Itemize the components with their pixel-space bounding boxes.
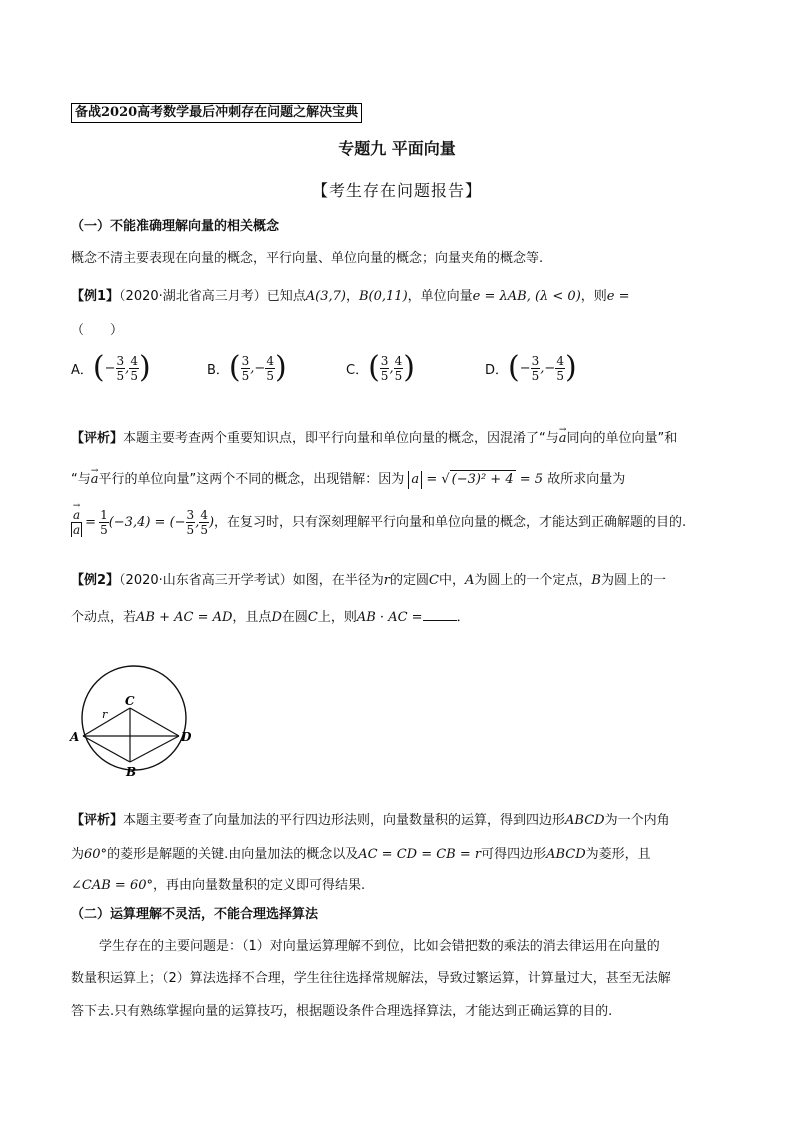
angle-cab: ∠CAB = 60° bbox=[71, 878, 153, 893]
left-paren: ( bbox=[92, 350, 105, 385]
example2-text2e: ． bbox=[456, 610, 470, 625]
analysis1-line1 bbox=[71, 430, 677, 448]
section2-para-line2: 数量积运算上；（2）算法选择不合理，学生往往选择常规解法，导致过繁运算，计算量过大，甚至无法解 bbox=[71, 971, 671, 986]
analysis2-text1b: 为一个内角 bbox=[604, 813, 670, 828]
analysis1-line3: → $\frac{a}{a}$ = $\frac{1}{5}$ (−3,4) = (− $\frac{3}{5}$ , $\frac{4}{5}$ ) ，在复习时，只有深刻理解平行向量和单位向量的概念，才能达到正确解题的目的. bbox=[71, 508, 686, 537]
point-b: B bbox=[591, 573, 601, 588]
frac-x: $\frac{3}{5}$ bbox=[241, 353, 250, 383]
analysis1-text1b: 同向的单位向量”和 bbox=[566, 431, 678, 446]
section1-heading: （一）不能准确理解向量的相关概念 bbox=[71, 219, 280, 234]
analysis2-text2a: 为 bbox=[71, 847, 85, 862]
option-label: D． bbox=[485, 362, 509, 378]
section1-intro: 概念不清主要表现在向量的概念，平行向量、单位向量的概念；向量夹角的概念等. bbox=[71, 251, 544, 266]
sqrt-expression: (−3)² + 4 bbox=[451, 472, 514, 487]
frac-4-5: $\frac{4}{5}$ bbox=[200, 508, 208, 537]
point-d: D bbox=[271, 610, 282, 625]
example2-text2a: 个动点，若 bbox=[71, 610, 137, 625]
label-r: r bbox=[102, 708, 108, 721]
option-label: A． bbox=[71, 362, 93, 378]
example1-source: （2020·湖北省高三月考）已知点 bbox=[119, 289, 306, 304]
frac-a-over-abs-a: → $\frac{a}{a}$ bbox=[71, 508, 82, 537]
frac-y: $\frac{4}{5}$ bbox=[266, 353, 274, 383]
example1-text2: ，单位向量 bbox=[407, 289, 473, 304]
analysis2-line2 bbox=[71, 846, 651, 864]
right-paren: ) bbox=[274, 350, 287, 385]
analysis1-text1: 本题主要考查两个重要知识点，即平行向量和单位向量的概念，因混淆了“与 bbox=[123, 431, 559, 446]
vec-34: (−3,4) = (− bbox=[108, 514, 186, 530]
vector-sum: AB + AC = AD bbox=[136, 610, 233, 625]
analysis1-text2c: 故所求向量为 bbox=[547, 472, 626, 487]
frac-y: $\frac{4}{5}$ bbox=[394, 353, 403, 383]
section2-para-line3: 答下去.只有熟练掌握向量的运算技巧，根据题设条件合理选择算法，才能达到正确运算的目的. bbox=[71, 1004, 613, 1019]
angle-60: 60° bbox=[84, 847, 108, 862]
option-d[interactable]: D． ( − $\frac{3}{5}$ , − $\frac{4}{5}$ ) bbox=[485, 350, 577, 385]
example2-text1: （2020·山东省高三开学考试）如图，在半径为 bbox=[119, 573, 384, 588]
example1-pointB: B(0,11) bbox=[359, 289, 408, 304]
sign1: − bbox=[519, 360, 531, 376]
analysis2-line1 bbox=[71, 812, 670, 830]
vector-a-1: → a bbox=[559, 430, 567, 448]
frac-x: $\frac{3}{5}$ bbox=[380, 353, 389, 383]
answer-blank bbox=[423, 608, 457, 621]
example1-vec-eq: e = λAB, (λ < 0) bbox=[472, 289, 581, 304]
label-B: B bbox=[126, 765, 137, 779]
left-paren: ( bbox=[368, 350, 380, 385]
sign1: − bbox=[104, 360, 116, 376]
option-c[interactable]: C． ( $\frac{3}{5}$ , $\frac{4}{5}$ ) bbox=[346, 350, 415, 385]
analysis1-text2a: “与 bbox=[71, 472, 91, 487]
eq-five: = 5 bbox=[519, 472, 544, 487]
frac-x: $\frac{3}{5}$ bbox=[116, 353, 125, 383]
analysis1-text3: ，在复习时，只有深刻理解平行向量和单位向量的概念，才能达到正确解题的目的. bbox=[214, 514, 687, 530]
example2-text2d: 上，则 bbox=[317, 610, 357, 625]
circle-c: C bbox=[429, 573, 439, 588]
example2-text1b: 的定圆 bbox=[389, 573, 429, 588]
quad-abcd-2: ABCD bbox=[546, 847, 586, 862]
example2-text1c: 中， bbox=[438, 573, 465, 588]
right-paren: ) bbox=[564, 350, 577, 385]
frac-y: $\frac{4}{5}$ bbox=[556, 353, 564, 383]
option-label: B． bbox=[207, 362, 229, 378]
example2-line1 bbox=[71, 572, 666, 590]
sign2: − bbox=[254, 360, 266, 376]
option-a[interactable]: A． ( − $\frac{3}{5}$ , $\frac{4}{5}$ ) bbox=[71, 350, 151, 385]
example1-paren: （ ） bbox=[71, 323, 124, 338]
analysis2-text2d: 为菱形，且 bbox=[585, 847, 651, 862]
example1-e-end: e = bbox=[606, 289, 630, 304]
example1-line1 bbox=[71, 288, 630, 306]
frac-y: $\frac{4}{5}$ bbox=[130, 353, 138, 383]
page-title: 专题九 平面向量 bbox=[338, 139, 456, 158]
quad-abcd: ABCD bbox=[565, 813, 605, 828]
sign2: − bbox=[544, 360, 556, 376]
radius-r: r bbox=[383, 573, 390, 588]
left-paren: ( bbox=[228, 350, 241, 385]
analysis1-tag: 【评析】 bbox=[71, 431, 124, 446]
page-subtitle: 【考生存在问题报告】 bbox=[311, 181, 482, 200]
analysis2-text1: 本题主要考查了向量加法的平行四边形法则，向量数量积的运算，得到四边形 bbox=[123, 813, 566, 828]
analysis2-line3 bbox=[71, 877, 365, 895]
example2-text1e: 为圆上的一 bbox=[600, 573, 666, 588]
left-paren: ( bbox=[508, 350, 520, 385]
analysis1-line2: “与→ a平行的单位向量”这两个不同的概念，出现错解：因为 a = √ (−3)² + 4 = 5 故所求向量为 bbox=[71, 470, 625, 489]
label-C: C bbox=[125, 694, 135, 708]
abs-a: a bbox=[408, 471, 422, 489]
section2-para-line1: 学生存在的主要问题是：（1）对向量运算理解不到位，比如会错把数的乘法的消去律运用在向量的 bbox=[99, 939, 660, 954]
vector-dot: AB · AC = bbox=[356, 610, 423, 625]
example2-text1d: 为圆上的一个定点， bbox=[474, 573, 592, 588]
analysis2-text3b: ，再由向量数量积的定义即可得结果. bbox=[152, 878, 366, 893]
example1-sep: ， bbox=[345, 289, 359, 304]
example2-tag: 【例2】 bbox=[71, 573, 120, 588]
right-paren: ) bbox=[138, 350, 151, 385]
frac-x: $\frac{3}{5}$ bbox=[531, 353, 540, 383]
example2-text2c: 在圆 bbox=[281, 610, 308, 625]
analysis2-text2b: 的菱形是解题的关键.由向量加法的概念以及 bbox=[107, 847, 359, 862]
option-label: C． bbox=[346, 362, 369, 378]
example1-pointA: A(3,7) bbox=[305, 289, 346, 304]
frac-3-5: $\frac{3}{5}$ bbox=[186, 508, 195, 537]
example1-tag: 【例1】 bbox=[71, 289, 120, 304]
frac-one-fifth: $\frac{1}{5}$ bbox=[100, 508, 108, 537]
analysis2-text2c: 可得四边形 bbox=[481, 847, 547, 862]
point-a: A bbox=[464, 573, 475, 588]
right-paren: ) bbox=[403, 350, 415, 385]
example1-text3: ，则 bbox=[580, 289, 607, 304]
section2-heading: （二）运算理解不灵活，不能合理选择算法 bbox=[71, 907, 319, 922]
example2-line2 bbox=[71, 608, 470, 627]
label-A: A bbox=[70, 730, 80, 744]
circle-figure bbox=[66, 660, 202, 782]
header-box: 备战2020高考数学最后冲刺存在问题之解决宝典 bbox=[71, 103, 362, 123]
close-paren: ) bbox=[208, 514, 215, 530]
analysis2-tag: 【评析】 bbox=[71, 813, 124, 828]
analysis1-text2b: 平行的单位向量”这两个不同的概念，出现错解：因为 bbox=[98, 472, 405, 487]
label-D: D bbox=[181, 730, 192, 744]
vector-a-2: → a bbox=[91, 471, 99, 489]
equal-sides: AC = CD = CB = r bbox=[358, 847, 482, 862]
example2-text2b: ，且点 bbox=[232, 610, 272, 625]
circle-c-2: C bbox=[307, 610, 318, 625]
option-b[interactable]: B． ( $\frac{3}{5}$ , − $\frac{4}{5}$ ) bbox=[207, 350, 287, 385]
